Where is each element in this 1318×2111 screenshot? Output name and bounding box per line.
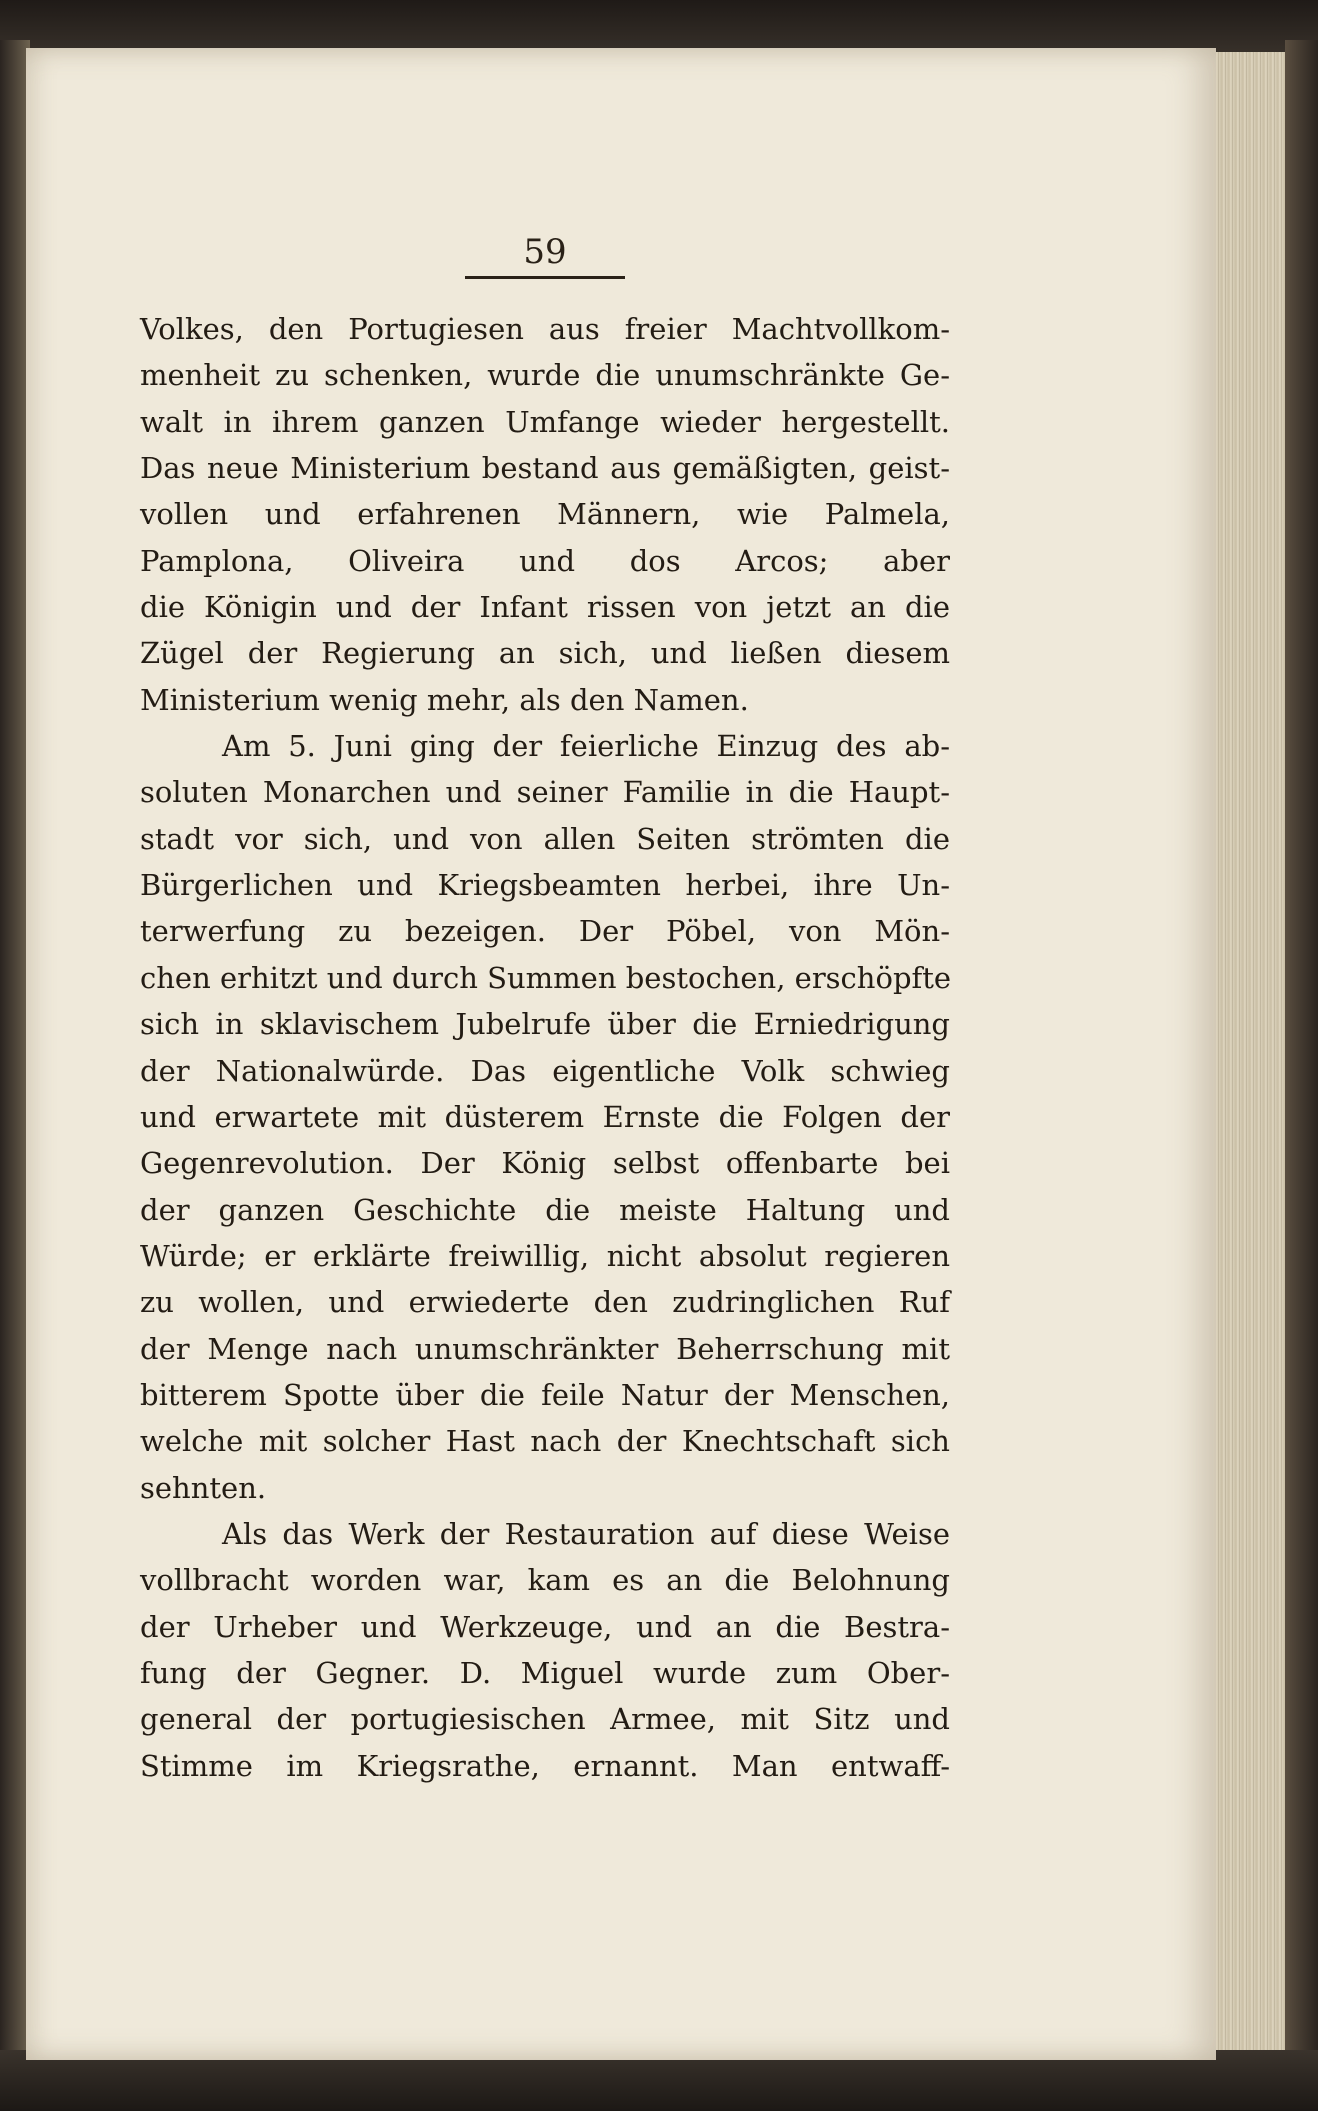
text-line: sehnten. bbox=[140, 1470, 267, 1505]
book-cover-right bbox=[1285, 40, 1318, 2070]
text-line: general der portugiesischen Armee, mit Sitz und bbox=[140, 1702, 950, 1737]
text-line: der ganzen Geschichte die meiste Haltung und bbox=[140, 1192, 950, 1227]
text-line: Zügel der Regierung an sich, und ließen diesem bbox=[140, 636, 950, 671]
text-line: der Menge nach unumschränkter Beherrschung mit bbox=[140, 1331, 950, 1366]
header-rule bbox=[465, 276, 625, 279]
text-line: zu wollen, und erwiederte den zudringlichen Ruf bbox=[140, 1285, 950, 1320]
text-line: Das neue Ministerium bestand aus gemäßigten, geist- bbox=[140, 451, 950, 486]
text-line: terwerfung zu bezeigen. Der Pöbel, von Mön- bbox=[140, 914, 950, 949]
text-line: sich in sklavischem Jubelrufe über die Erniedrigung bbox=[140, 1007, 950, 1042]
text-line: welche mit solcher Hast nach der Knechtschaft sich bbox=[140, 1424, 950, 1459]
text-line: Ministerium wenig mehr, als den Namen. bbox=[140, 682, 749, 717]
text-line: bitterem Spotte über die feile Natur der Menschen, bbox=[140, 1377, 950, 1412]
text-line: stadt vor sich, und von allen Seiten strömten die bbox=[140, 821, 950, 856]
body-text bbox=[140, 306, 950, 1789]
text-line: Pamplona, Oliveira und dos Arcos; aber bbox=[140, 543, 950, 578]
text-line: Volkes, den Portugiesen aus freier Machtvollkom- bbox=[140, 312, 950, 346]
text-line: der Urheber und Werkzeuge, und an die Bestra- bbox=[140, 1609, 950, 1644]
text-line: Bürgerlichen und Kriegsbeamten herbei, ihre Un- bbox=[140, 868, 950, 903]
text-line: Stimme im Kriegsrathe, ernannt. Man entwaff- bbox=[140, 1748, 950, 1783]
text-line: fung der Gegner. D. Miguel wurde zum Ober- bbox=[140, 1655, 950, 1690]
text-line: vollbracht worden war, kam es an die Belohnung bbox=[140, 1563, 950, 1598]
text-line: chen erhitzt und durch Summen bestochen, erschöpfte bbox=[140, 960, 952, 995]
text-line: menheit zu schenken, wurde die unumschränkte Ge- bbox=[140, 358, 950, 393]
text-line: die Königin und der Infant rissen von jetzt an die bbox=[140, 590, 950, 625]
page-number: 59 bbox=[523, 232, 567, 272]
text-line: Gegenrevolution. Der König selbst offenbarte bei bbox=[140, 1146, 950, 1181]
text-line: der Nationalwürde. Das eigentliche Volk schwieg bbox=[140, 1053, 950, 1088]
text-line: Am 5. Juni ging der feierliche Einzug des ab- bbox=[222, 729, 950, 764]
text-line: walt in ihrem ganzen Umfange wieder hergestellt. bbox=[140, 404, 950, 439]
text-line: soluten Monarchen und seiner Familie in die Haupt- bbox=[140, 775, 950, 810]
text-line: vollen und erfahrenen Männern, wie Palmela, bbox=[140, 497, 950, 532]
text-line: Würde; er erklärte freiwillig, nicht absolut regieren bbox=[140, 1238, 950, 1273]
page-edges bbox=[1205, 52, 1291, 2062]
text-line: Als das Werk der Restauration auf diese Weise bbox=[222, 1516, 950, 1551]
text-line: und erwartete mit düsterem Ernste die Folgen der bbox=[140, 1099, 950, 1134]
